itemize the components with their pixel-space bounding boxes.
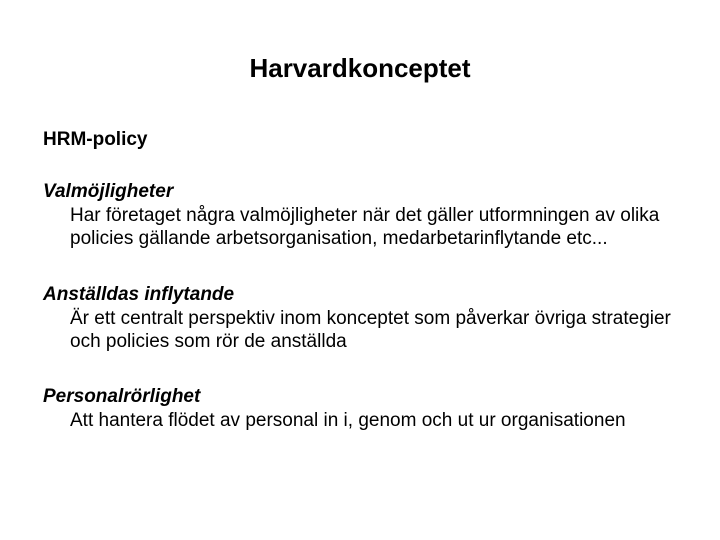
- section-body: Att hantera flödet av personal in i, genom och ut ur organisationen: [70, 410, 626, 431]
- section-heading: Valmöjligheter: [43, 181, 174, 202]
- slide-subtitle: HRM-policy: [43, 129, 148, 150]
- slide-title: Harvardkonceptet: [249, 53, 471, 83]
- section-personalrorlighet: [43, 385, 703, 432]
- section-heading: Personalrörlighet: [43, 386, 201, 407]
- section-anstalldas-inflytande: [43, 283, 703, 353]
- section-body: Är ett centralt perspektiv inom konceptet som påverkar övriga strategier och policies som rör de anställda: [70, 308, 671, 352]
- section-body: Har företaget några valmöjligheter när det gäller utformningen av olika policies gällande arbetsorganisation, medarbetarinflytande etc...: [70, 205, 660, 249]
- section-heading: Anställdas inflytande: [43, 284, 235, 305]
- section-valmojligheter: [43, 180, 703, 250]
